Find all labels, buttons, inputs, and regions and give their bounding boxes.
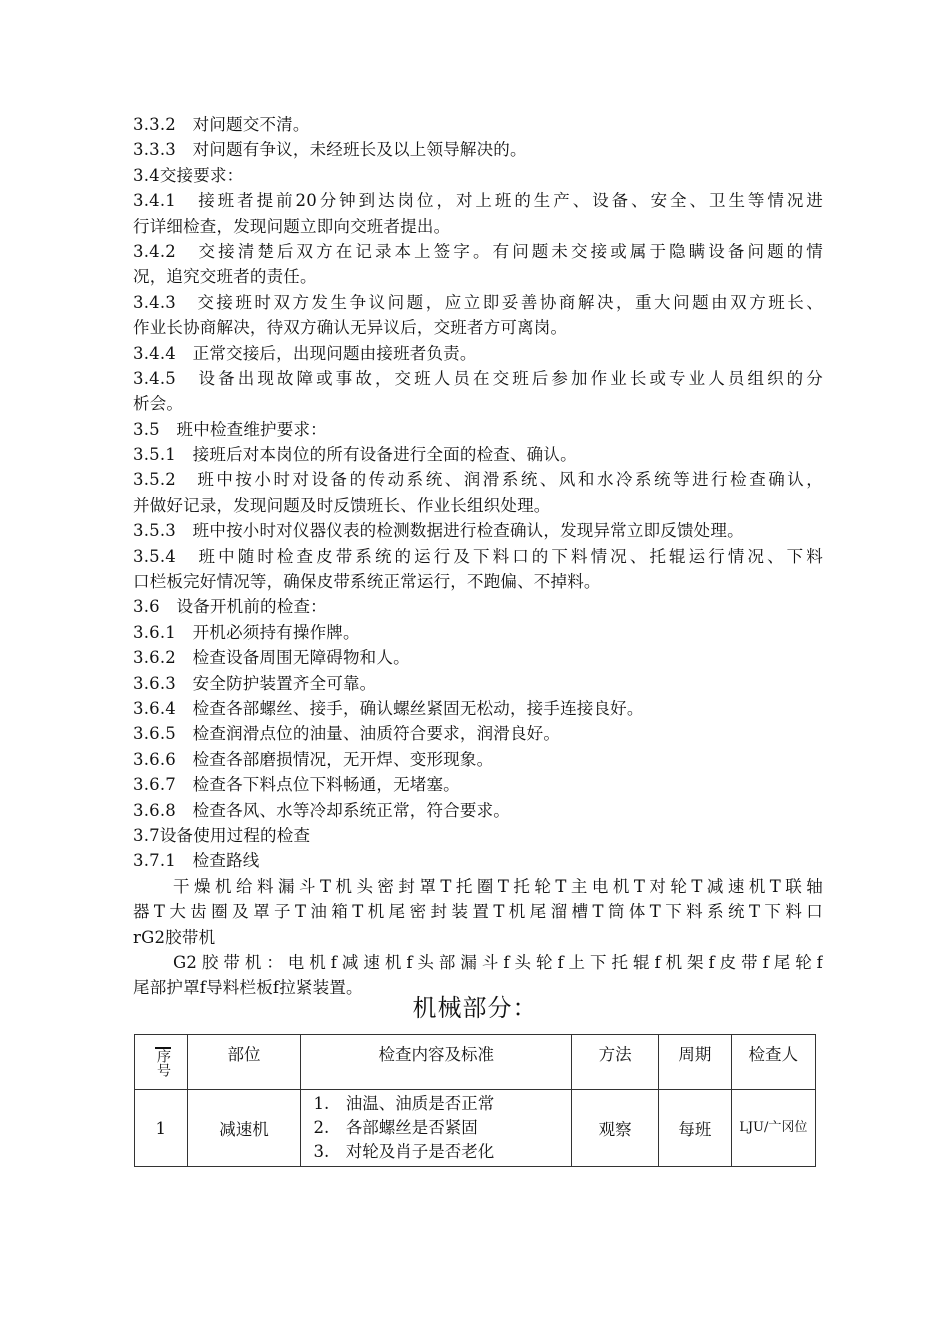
- header-period: 周期: [659, 1035, 731, 1090]
- cell-no: 1: [135, 1090, 188, 1167]
- text-line: 3.7设备使用过程的检查: [133, 825, 311, 845]
- header-content: 检查内容及标准: [301, 1035, 572, 1090]
- text-line: 3.6.1 开机必须持有操作牌。: [133, 622, 360, 642]
- text-line: rG2胶带机: [133, 927, 216, 947]
- text-line: 3.4.4 正常交接后，出现问题由接班者负责。: [133, 343, 477, 363]
- content-item: 1. 油温、油质是否正常: [313, 1094, 495, 1113]
- text-line: 3.3.3 对问题有争议，未经班长及以上领导解决的。: [133, 140, 527, 160]
- text-line: 口栏板完好情况等，确保皮带系统正常运行，不跑偏、不掉料。: [133, 572, 601, 592]
- cell-content: [301, 1090, 572, 1167]
- text-line: 3.6.6 检查各部磨损情况，无开焊、变形现象。: [133, 749, 494, 769]
- text-line: 3.4.1 接班者提前20分钟到达岗位，对上班的生产、设备、安全、卫生等情况进: [133, 191, 823, 211]
- table-row: [135, 1090, 816, 1167]
- header-no-label: 序号: [155, 1049, 171, 1077]
- cell-period: 每班: [659, 1090, 731, 1167]
- header-method: 方法: [571, 1035, 658, 1090]
- text-line: 3.6.7 检查各下料点位下料畅通，无堵塞。: [133, 775, 460, 795]
- text-line: 3.6.3 安全防护装置齐全可靠。: [133, 673, 377, 693]
- text-line: 器T大齿圈及罩子T油箱T机尾密封装置T机尾溜槽T筒体T下料系统T下料口: [133, 902, 823, 922]
- section-title: 机械部分：: [412, 994, 538, 1022]
- text-line: 3.4.3 交接班时双方发生争议问题，应立即妥善协商解决，重大问题由双方班长、: [133, 292, 823, 312]
- text-line: 3.3.2 对问题交不清。: [133, 115, 310, 134]
- text-line: 3.6.5 检查润滑点位的油量、油质符合要求，润滑良好。: [133, 724, 561, 744]
- text-line: 况，追究交班者的责任。: [133, 267, 317, 287]
- text-line: 3.6.8 检查各风、水等冷却系统正常，符合要求。: [133, 800, 510, 820]
- text-line: 3.6.2 检查设备周围无障碍物和人。: [133, 648, 410, 668]
- body-text: [133, 112, 823, 1001]
- header-part: 部位: [187, 1035, 301, 1090]
- cell-part: 减速机: [187, 1090, 301, 1167]
- text-line: 3.4.5 设备出现故障或事故，交班人员在交班后参加作业长或专业人员组织的分: [133, 368, 823, 388]
- text-line: 3.5.3 班中按小时对仪器仪表的检测数据进行检查确认，发现异常立即反馈处理。: [133, 521, 744, 541]
- inspection-table: [134, 1034, 816, 1167]
- table-header-row: [135, 1035, 816, 1090]
- content-item: 3. 对轮及肖子是否老化: [313, 1142, 495, 1161]
- text-line: 析会。: [133, 394, 184, 414]
- header-inspector: 检查人: [731, 1035, 815, 1090]
- text-line: 3.7.1 检查路线: [133, 851, 260, 871]
- text-line: 3.6 设备开机前的检查：: [133, 597, 327, 617]
- text-line: 3.5.1 接班后对本岗位的所有设备进行全面的检查、确认。: [133, 445, 577, 465]
- text-line: 3.4交接要求：: [133, 165, 244, 185]
- text-line: 3.4.2 交接清楚后双方在记录本上签字。有问题未交接或属于隐瞒设备问题的情: [133, 241, 823, 261]
- header-no: [135, 1035, 188, 1090]
- content-item: 2. 各部螺丝是否紧固: [313, 1118, 478, 1137]
- text-line: 尾部护罩f导料栏板f拉紧装置。: [133, 978, 363, 998]
- text-line: 3.5.4 班中随时检查皮带系统的运行及下料口的下料情况、托辊运行情况、下料: [133, 546, 823, 566]
- cell-inspector: LJU/亠冈位: [731, 1090, 815, 1167]
- text-line: 3.5.2 班中按小时对设备的传动系统、润滑系统、风和水冷系统等进行检查确认，: [133, 470, 823, 490]
- text-line: 3.6.4 检查各部螺丝、接手，确认螺丝紧固无松动，接手连接良好。: [133, 698, 644, 718]
- text-line: 行详细检查，发现问题立即向交班者提出。: [133, 216, 451, 236]
- text-line: 3.5 班中检查维护要求：: [133, 419, 327, 439]
- text-line: 作业长协商解决，待双方确认无异议后，交班者方可离岗。: [133, 318, 568, 338]
- text-line: 并做好记录，发现问题及时反馈班长、作业长组织处理。: [133, 495, 551, 515]
- cell-method: 观察: [571, 1090, 658, 1167]
- text-line: G2胶带机：电机f减速机f头部漏斗f头轮f上下托辊f机架f皮带f尾轮f: [173, 952, 823, 972]
- text-line: 干燥机给料漏斗T机头密封罩T托圈T托轮T主电机T对轮T减速机T联轴: [173, 876, 823, 896]
